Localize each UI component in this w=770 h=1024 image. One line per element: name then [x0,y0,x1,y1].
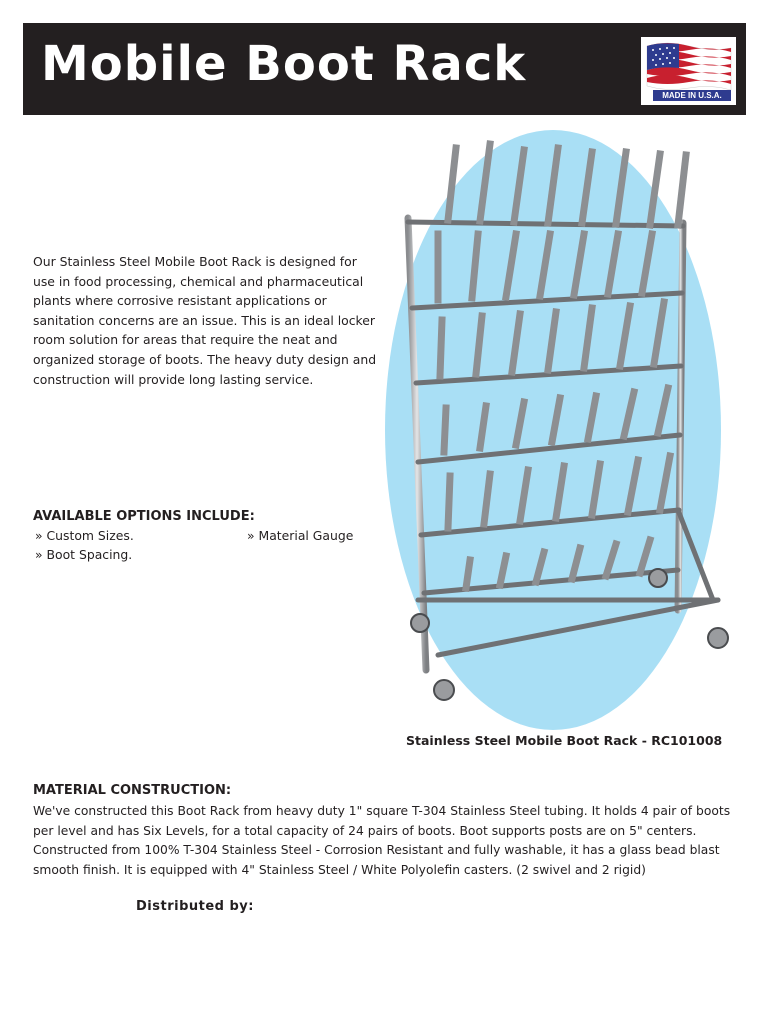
material-section [33,782,733,880]
boot-rack-illustration [378,130,738,735]
image-caption: Stainless Steel Mobile Boot Rack - RC101008 [406,733,723,748]
material-body: We've constructed this Boot Rack from heavy duty 1" square T-304 Stainless Steel tubing. It holds 4 pair of boots per level and has Six Levels, for a total capacity of 24 pairs of boots. Boot supports posts are on 5" centers. Constructed from 100% T-304 Stainless Steel - Corrosion Resistant and fully washable, it has a glass bead blast smooth finish. It is equipped with 4" Stainless Steel / White Polyolefin casters. (2 swivel and 2 rigid) [33,804,731,877]
title-banner [23,23,746,115]
option-item: » Material Gauge [247,528,354,543]
made-in-usa-label: MADE IN U.S.A. [653,90,731,101]
boot-rack-image [378,130,738,735]
material-heading: MATERIAL CONSTRUCTION: [33,783,232,798]
option-item: » Boot Spacing. [35,547,133,562]
page-title: Mobile Boot Rack [41,36,527,92]
distributed-by-label: Distributed by: [136,899,254,914]
made-in-usa-badge [641,37,736,105]
option-item: » Custom Sizes. [35,528,134,543]
intro-paragraph: Our Stainless Steel Mobile Boot Rack is designed for use in food processing, chemical and pharmaceutical plants where corrosive resistant applications or sanitation concerns are an issue. This is an ideal locker room solution for areas that require the neat and organized storage of boots. The heavy duty design and construction will provide long lasting service. [33,254,377,387]
us-flag-icon [645,40,732,92]
options-section [33,508,393,562]
options-heading: AVAILABLE OPTIONS INCLUDE: [33,509,255,524]
